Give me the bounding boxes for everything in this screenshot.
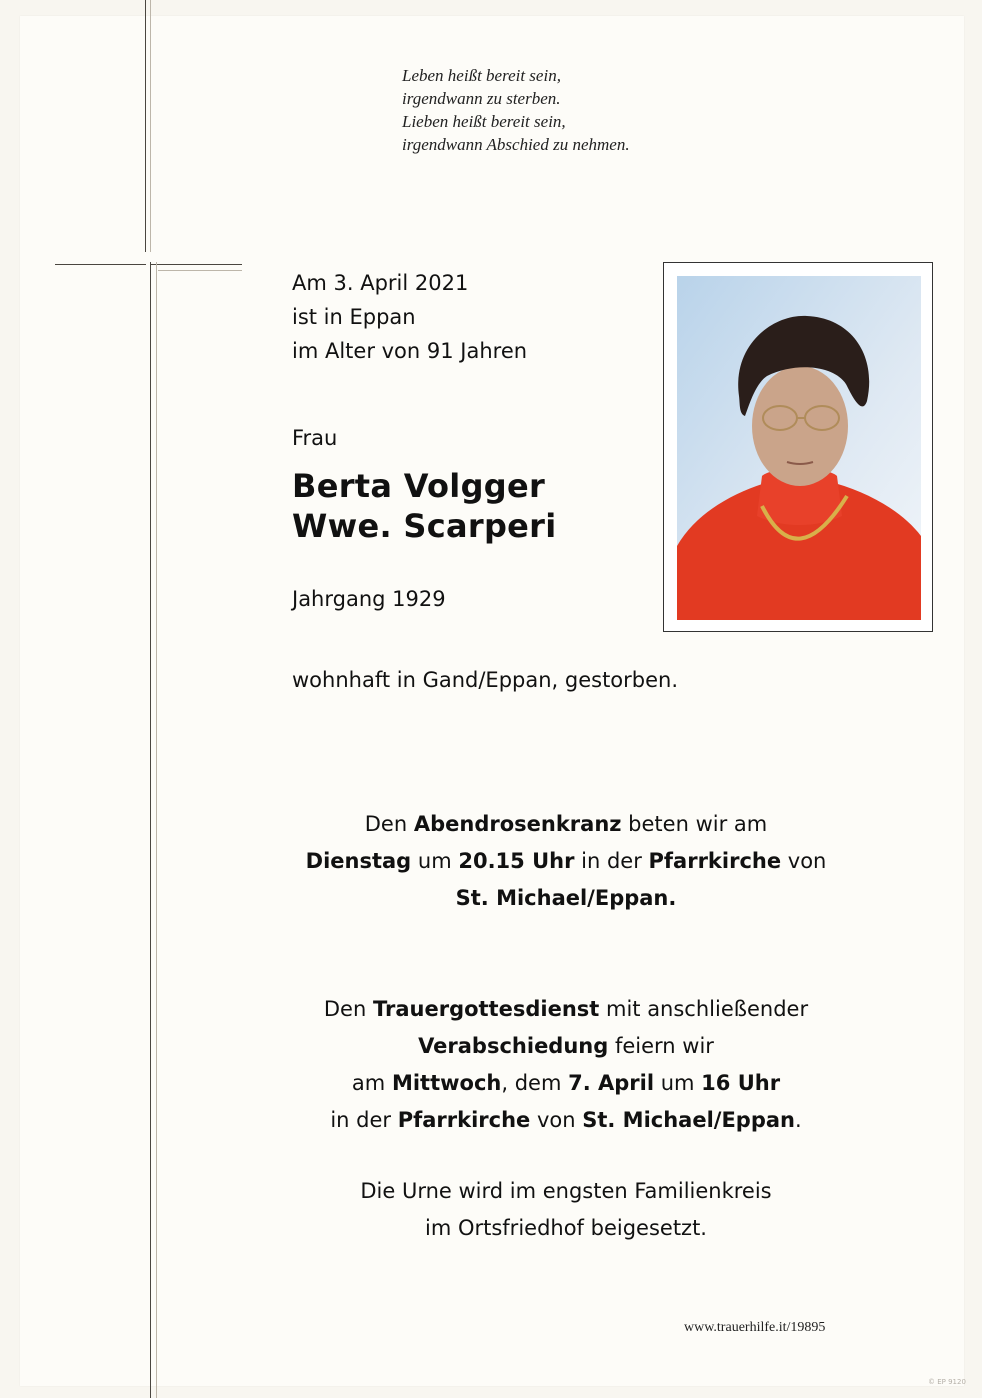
rosary-info (156, 806, 976, 917)
urn-line-2: im Ortsfriedhof beigesetzt. (424, 1216, 707, 1240)
cross-horizontal-left (55, 264, 146, 265)
poem-line: Lieben heißt bereit sein, (402, 112, 566, 131)
poem-line: irgendwann Abschied zu nehmen. (402, 135, 630, 154)
cross-vertical-upper-shadow (150, 0, 151, 252)
death-date: Am 3. April 2021 (292, 271, 469, 295)
rosary-line-1: Den Abendrosenkranz beten wir am (364, 812, 768, 836)
cross-vertical-lower (150, 262, 151, 1398)
birth-year: Jahrgang 1929 (292, 587, 446, 611)
website-link[interactable]: www.trauerhilfe.it/19895 (684, 1320, 826, 1335)
service-line-1: Den Trauergottesdienst mit anschließender (323, 997, 809, 1021)
portrait-frame (663, 262, 933, 632)
print-code: © EP 9120 (928, 1378, 966, 1386)
death-age: im Alter von 91 Jahren (292, 339, 528, 363)
service-line-4: in der Pfarrkirche von St. Michael/Eppan. (330, 1108, 802, 1132)
urn-info (156, 1173, 976, 1247)
deceased-name (292, 466, 557, 546)
rosary-line-2: Dienstag um 20.15 Uhr in der Pfarrkirche von (305, 849, 827, 873)
poem-line: Leben heißt bereit sein, (402, 66, 561, 85)
name-line-2: Wwe. Scarperi (292, 507, 557, 545)
residence: wohnhaft in Gand/Eppan, gestorben. (292, 668, 679, 692)
service-line-2: Verabschiedung feiern wir (418, 1034, 714, 1058)
poem (402, 64, 630, 156)
service-line-3: am Mittwoch, dem 7. April um 16 Uhr (351, 1071, 781, 1095)
urn-line-1: Die Urne wird im engsten Familienkreis (360, 1179, 772, 1203)
rosary-line-3: St. Michael/Eppan. (455, 886, 677, 910)
cross-horizontal-right (150, 264, 242, 265)
portrait-photo (677, 276, 921, 620)
death-announcement (292, 266, 527, 368)
name-line-1: Berta Volgger (292, 467, 546, 505)
death-place: ist in Eppan (292, 305, 416, 329)
salutation: Frau (292, 426, 338, 450)
poem-line: irgendwann zu sterben. (402, 89, 561, 108)
cross-vertical-upper (145, 0, 146, 252)
cross-horizontal-shadow (158, 270, 242, 271)
service-info (156, 991, 976, 1139)
